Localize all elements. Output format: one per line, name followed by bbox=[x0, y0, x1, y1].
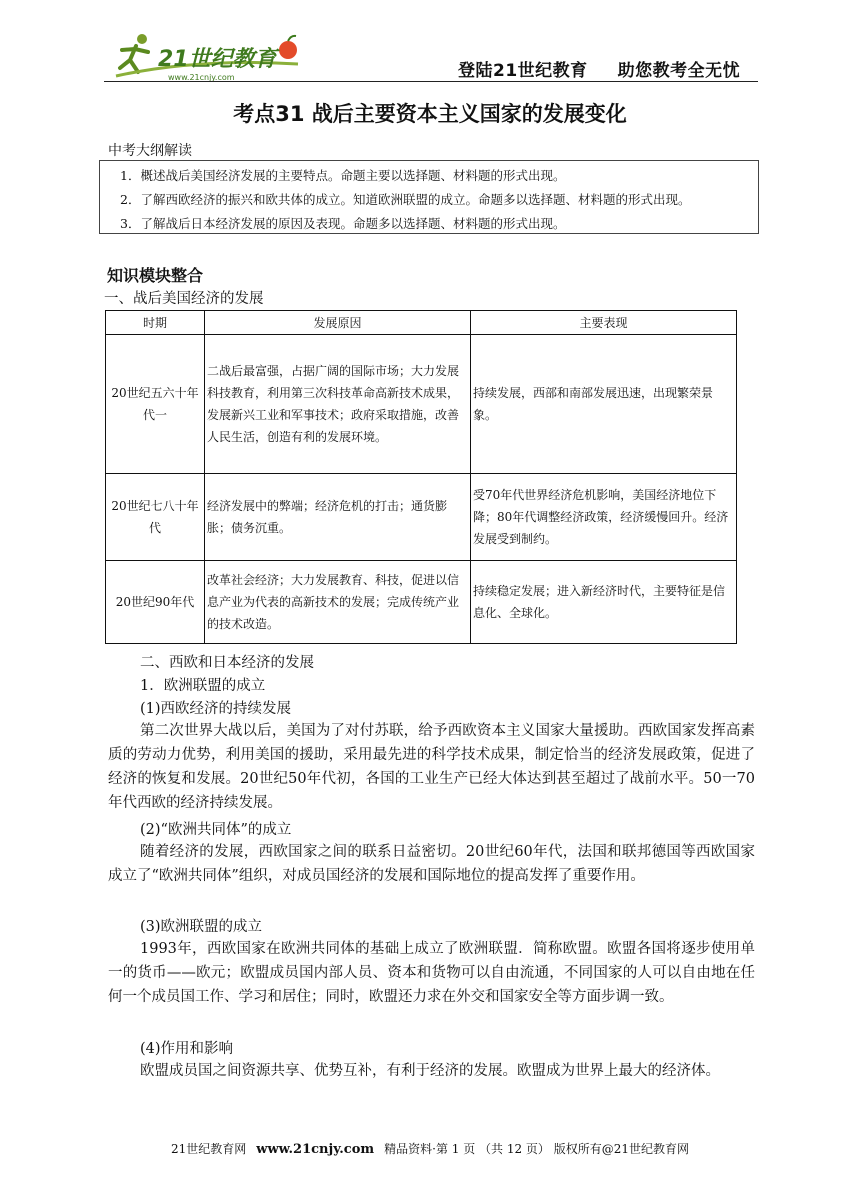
item-heading: 1．欧洲联盟的成立 bbox=[140, 678, 266, 694]
page-title: 考点31 战后主要资本主义国家的发展变化 bbox=[233, 102, 627, 126]
column-header: 时期 bbox=[106, 311, 205, 335]
syllabus-item: 3．了解战后日本经济发展的原因及表现。命题多以选择题、材料题的形式出现。 bbox=[120, 216, 566, 231]
header-divider bbox=[104, 81, 758, 82]
us-economy-table bbox=[105, 310, 737, 644]
paragraph-heading: (3)欧洲联盟的成立 bbox=[140, 919, 263, 935]
syllabus-item: 2．了解西欧经济的振兴和欧共体的成立。知道欧洲联盟的成立。命题多以选择题、材料题的形式出现。 bbox=[120, 192, 691, 207]
paragraph-heading: (2)“欧洲共同体”的成立 bbox=[140, 822, 292, 838]
syllabus-box bbox=[99, 160, 759, 234]
slogan-left: 登陆21世纪教育 bbox=[458, 61, 588, 81]
paragraph-heading: (4)作用和影响 bbox=[140, 1041, 234, 1057]
cause-cell: 二战后最富强，占据广阔的国际市场；大力发展科技教育，利用第三次科技革命高新技术成果，发展新兴工业和军事技术；政府采取措施，改善人民生活，创造有利的发展环境。 bbox=[205, 335, 471, 474]
column-header: 主要表现 bbox=[471, 311, 737, 335]
slogan-right: 助您教考全无忧 bbox=[617, 61, 741, 81]
section-heading: 知识模块整合 bbox=[107, 266, 204, 285]
paragraph: 1993年，西欧国家在欧洲共同体的基础上成立了欧洲联盟．简称欧盟。欧盟各国将逐步使用单一的货币——欧元；欧盟成员国内部人员、资本和货物可以自由流通，不同国家的人可以自由地在任何一个成员国工作、学习和居住；同时，欧盟还力求在外交和国家安全等方面步调一致。 bbox=[108, 941, 755, 1005]
site-logo bbox=[108, 28, 308, 84]
paragraph-heading: (1)西欧经济的持续发展 bbox=[140, 701, 292, 717]
cause-cell: 经济发展中的弊端；经济危机的打击；通货膨胀；债务沉重。 bbox=[205, 474, 471, 561]
footer-site-name: 21世纪教育网 bbox=[170, 1142, 247, 1156]
header-slogan bbox=[458, 56, 740, 81]
footer-page-info: 精品资料·第 1 页 （共 12 页） 版权所有@21世纪教育网 bbox=[384, 1142, 690, 1156]
paragraph: 欧盟成员国之间资源共享、优势互补，有利于经济的发展。欧盟成为世界上最大的经济体。 bbox=[140, 1063, 720, 1079]
table-row bbox=[106, 335, 737, 474]
subsection-heading: 一、战后美国经济的发展 bbox=[104, 291, 264, 307]
period-cell: 20世纪五六十年代一 bbox=[106, 335, 205, 474]
syllabus-item: 1．概述战后美国经济发展的主要特点。命题主要以选择题、材料题的形式出现。 bbox=[120, 168, 566, 183]
performance-cell: 持续稳定发展；进入新经济时代，主要特征是信息化、全球化。 bbox=[471, 561, 737, 644]
table-row bbox=[106, 561, 737, 644]
paragraph: 第二次世界大战以后，美国为了对付苏联，给予西欧资本主义国家大量援助。西欧国家发挥高素质的劳动力优势，利用美国的援助，采用最先进的科学技术成果，制定恰当的经济发展政策，促进了经济的恢复和发展。20世纪50年代初，各国的工业生产已经大体达到甚至超过了战前水平。50一70年代西欧的经济持续发展。 bbox=[108, 723, 755, 811]
logo-text: 21世纪教育 bbox=[158, 47, 277, 72]
logo-url: www.21cnjy.com bbox=[168, 73, 235, 82]
column-header: 发展原因 bbox=[205, 311, 471, 335]
table-header-row bbox=[106, 311, 737, 335]
page-footer bbox=[0, 1140, 860, 1157]
paragraph: 随着经济的发展，西欧国家之间的联系日益密切。20世纪60年代，法国和联邦德国等西欧国家成立了“欧洲共同体”组织，对成员国经济的发展和国际地位的提高发挥了重要作用。 bbox=[108, 844, 755, 884]
cause-cell: 改革社会经济；大力发展教育、科技，促进以信息产业为代表的高新技术的发展；完成传统产业的技术改造。 bbox=[205, 561, 471, 644]
subsection-heading: 二、西欧和日本经济的发展 bbox=[140, 655, 314, 671]
performance-cell: 受70年代世界经济危机影响，美国经济地位下降；80年代调整经济政策，经济缓慢回升。经济发展受到制约。 bbox=[471, 474, 737, 561]
period-cell: 20世纪90年代 bbox=[106, 561, 205, 644]
footer-url: www.21cnjy.com bbox=[256, 1142, 375, 1157]
syllabus-heading: 中考大纲解读 bbox=[108, 143, 192, 159]
period-cell: 20世纪七八十年代 bbox=[106, 474, 205, 561]
performance-cell: 持续发展，西部和南部发展迅速，出现繁荣景象。 bbox=[471, 335, 737, 474]
logo-graphic bbox=[108, 28, 308, 84]
table-row bbox=[106, 474, 737, 561]
